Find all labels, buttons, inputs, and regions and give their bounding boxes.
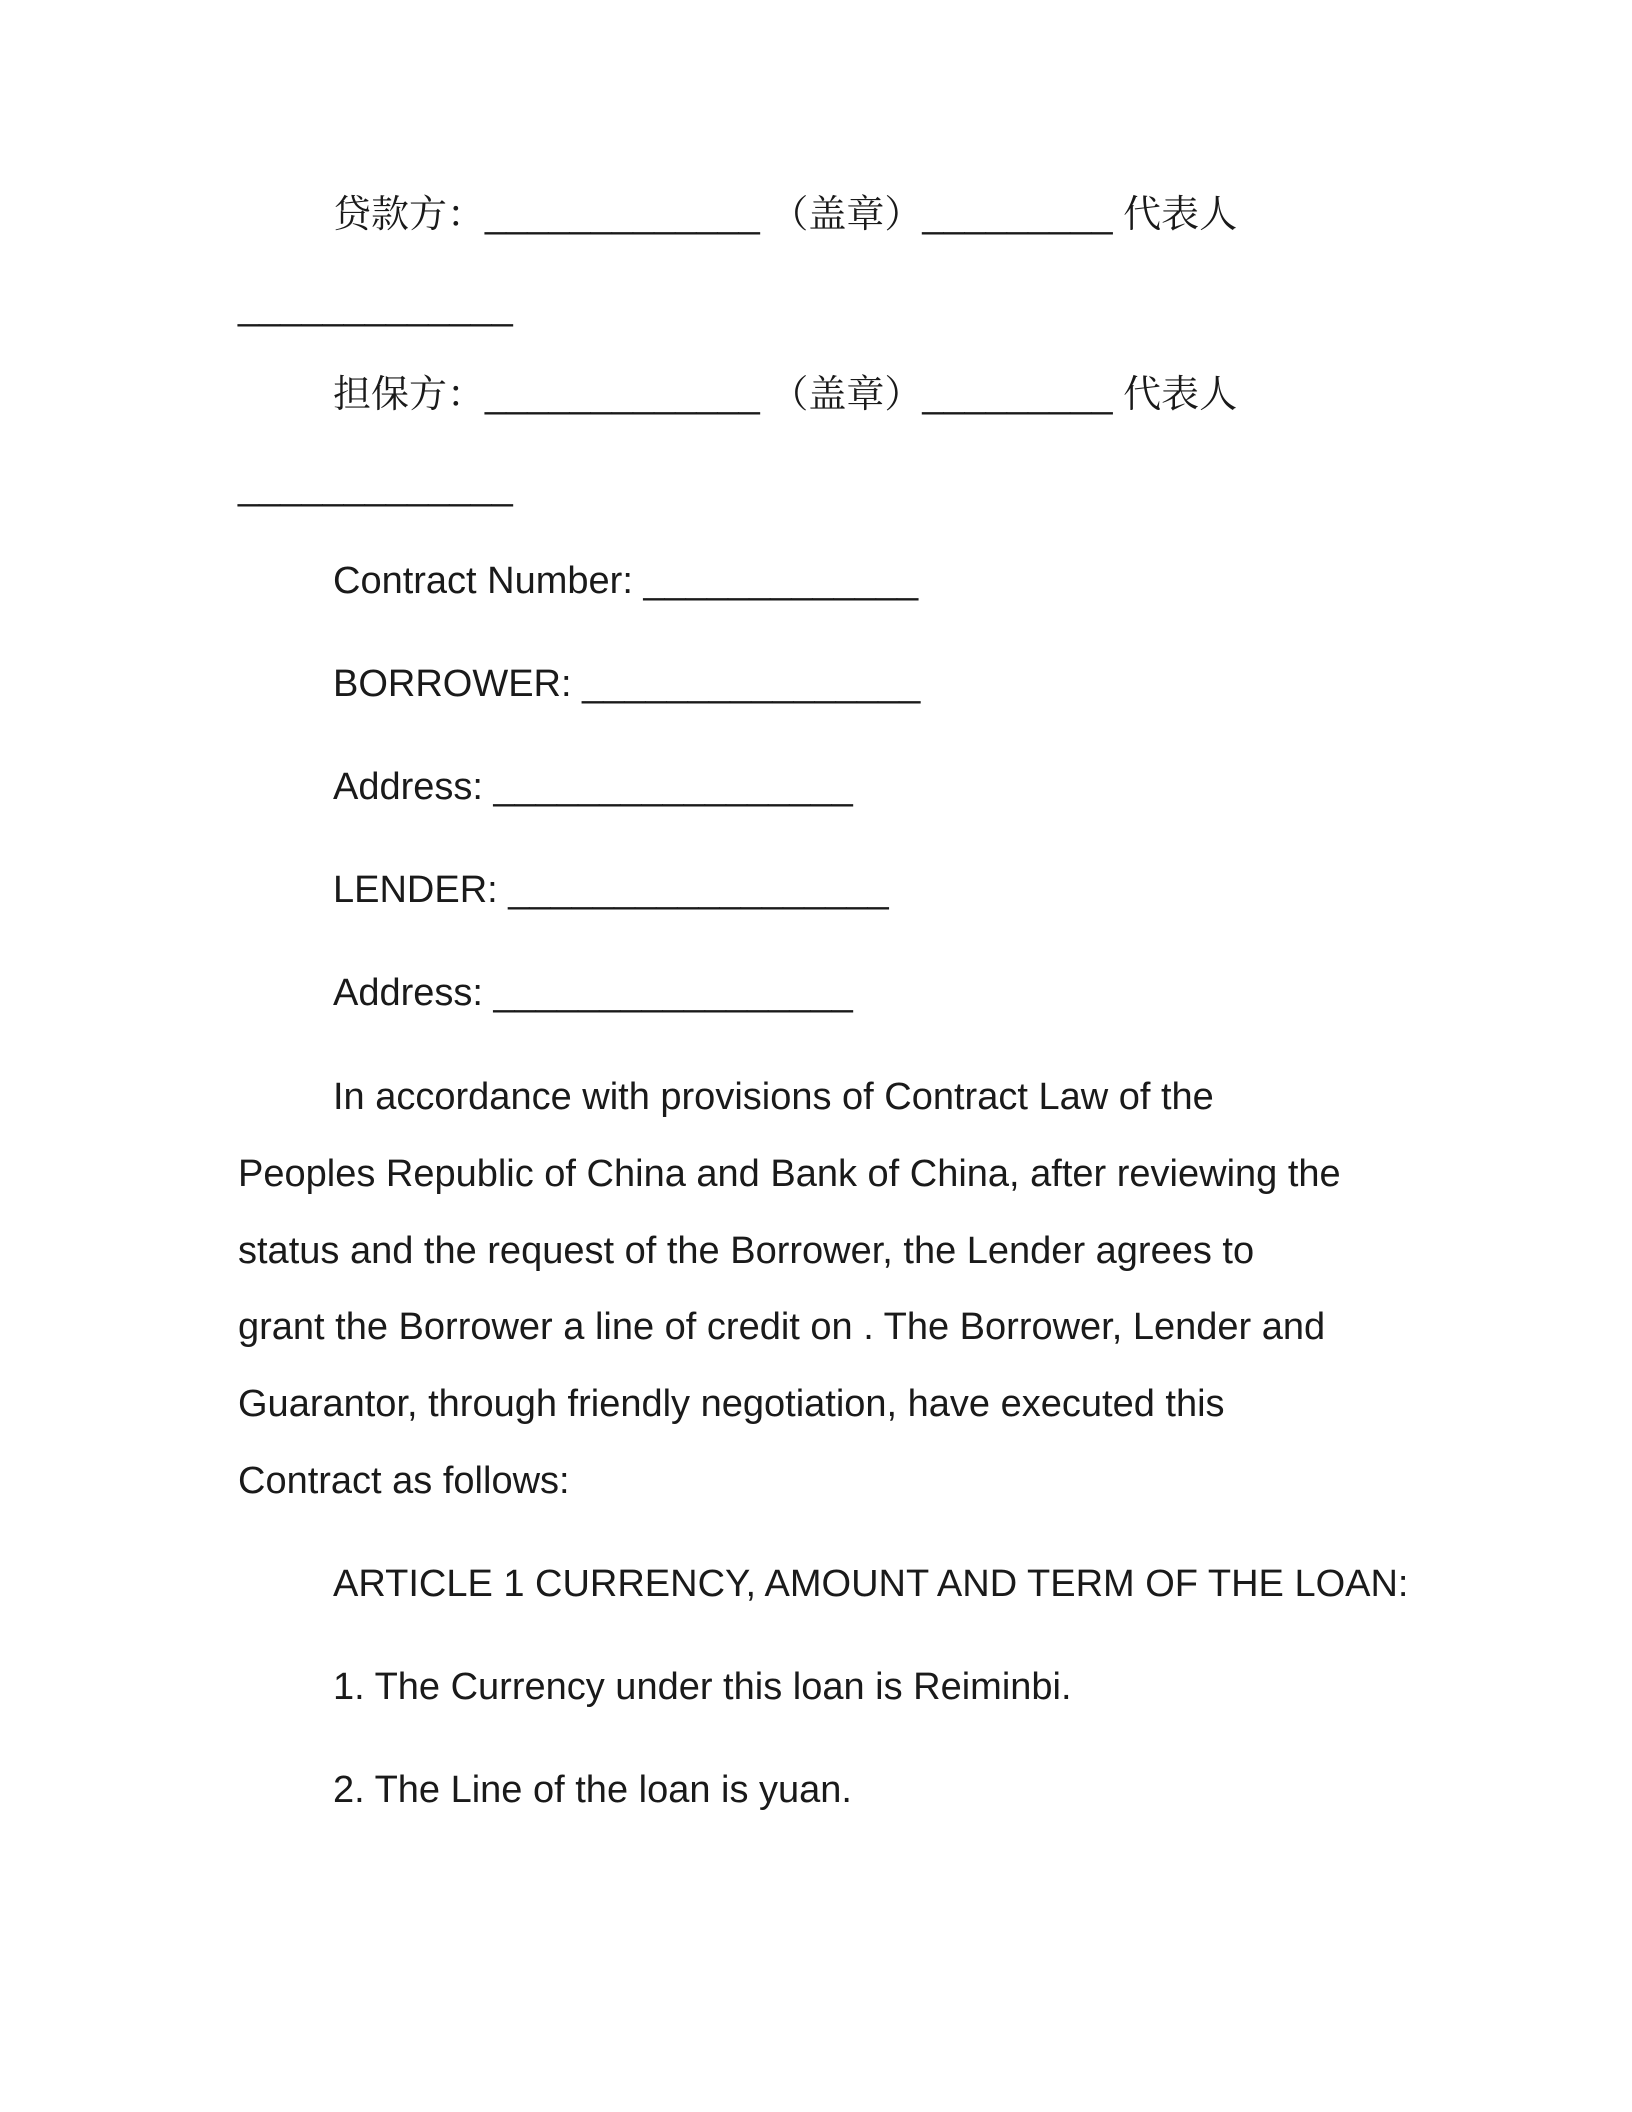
lender-label: 贷款方：: [333, 194, 486, 236]
article-item: 1. The Currency under this loan is Reiminbi.: [333, 1666, 1072, 1708]
article-heading: ARTICLE 1 CURRENCY, AMOUNT AND TERM OF THE LOAN:: [333, 1563, 1409, 1605]
guarantor-representative-label: 代表人: [1123, 374, 1238, 416]
preamble-line: status and the request of the Borrower, the Lender agrees to: [238, 1230, 1255, 1272]
guarantor-name-blank: _____________: [485, 374, 760, 416]
preamble-line: grant the Borrower a line of credit on . The Borrower, Lender and: [238, 1306, 1326, 1348]
field-label: LENDER:: [333, 869, 498, 911]
field-label: Address:: [333, 766, 483, 808]
borrower-field: [333, 659, 920, 709]
field-blank: __________________: [508, 869, 889, 911]
guarantor-label: 担保方：: [333, 374, 486, 416]
field-blank: ________________: [582, 663, 921, 705]
lender-address-field: [333, 968, 853, 1018]
guarantor-seal-blank: _________: [922, 374, 1113, 416]
lender-seal-label: （盖章）: [770, 194, 923, 236]
borrower-address-field: [333, 762, 853, 812]
lender-representative-label: 代表人: [1123, 194, 1238, 236]
lender-seal-blank: _________: [922, 194, 1113, 236]
lender-field: [333, 865, 889, 915]
field-blank: _____________: [643, 560, 919, 602]
preamble-line: In accordance with provisions of Contract Law of the: [333, 1076, 1214, 1118]
lender-representative-blank: _____________: [238, 286, 513, 328]
field-blank: _________________: [493, 766, 853, 808]
field-label: BORROWER:: [333, 663, 572, 705]
lender-name-blank: _____________: [485, 194, 760, 236]
contract-number-field: [333, 556, 918, 606]
guarantor-signature-line: [333, 370, 1237, 420]
article-item: 2. The Line of the loan is yuan.: [333, 1769, 852, 1811]
preamble-line: Peoples Republic of China and Bank of China, after reviewing the: [238, 1153, 1341, 1195]
field-label: Address:: [333, 972, 483, 1014]
guarantor-representative-blank: _____________: [238, 466, 513, 508]
lender-signature-line: [333, 190, 1237, 240]
field-blank: _________________: [493, 972, 853, 1014]
preamble-line: Contract as follows:: [238, 1460, 570, 1502]
field-label: Contract Number:: [333, 560, 633, 602]
preamble-line: Guarantor, through friendly negotiation, have executed this: [238, 1383, 1225, 1425]
guarantor-seal-label: （盖章）: [770, 374, 923, 416]
